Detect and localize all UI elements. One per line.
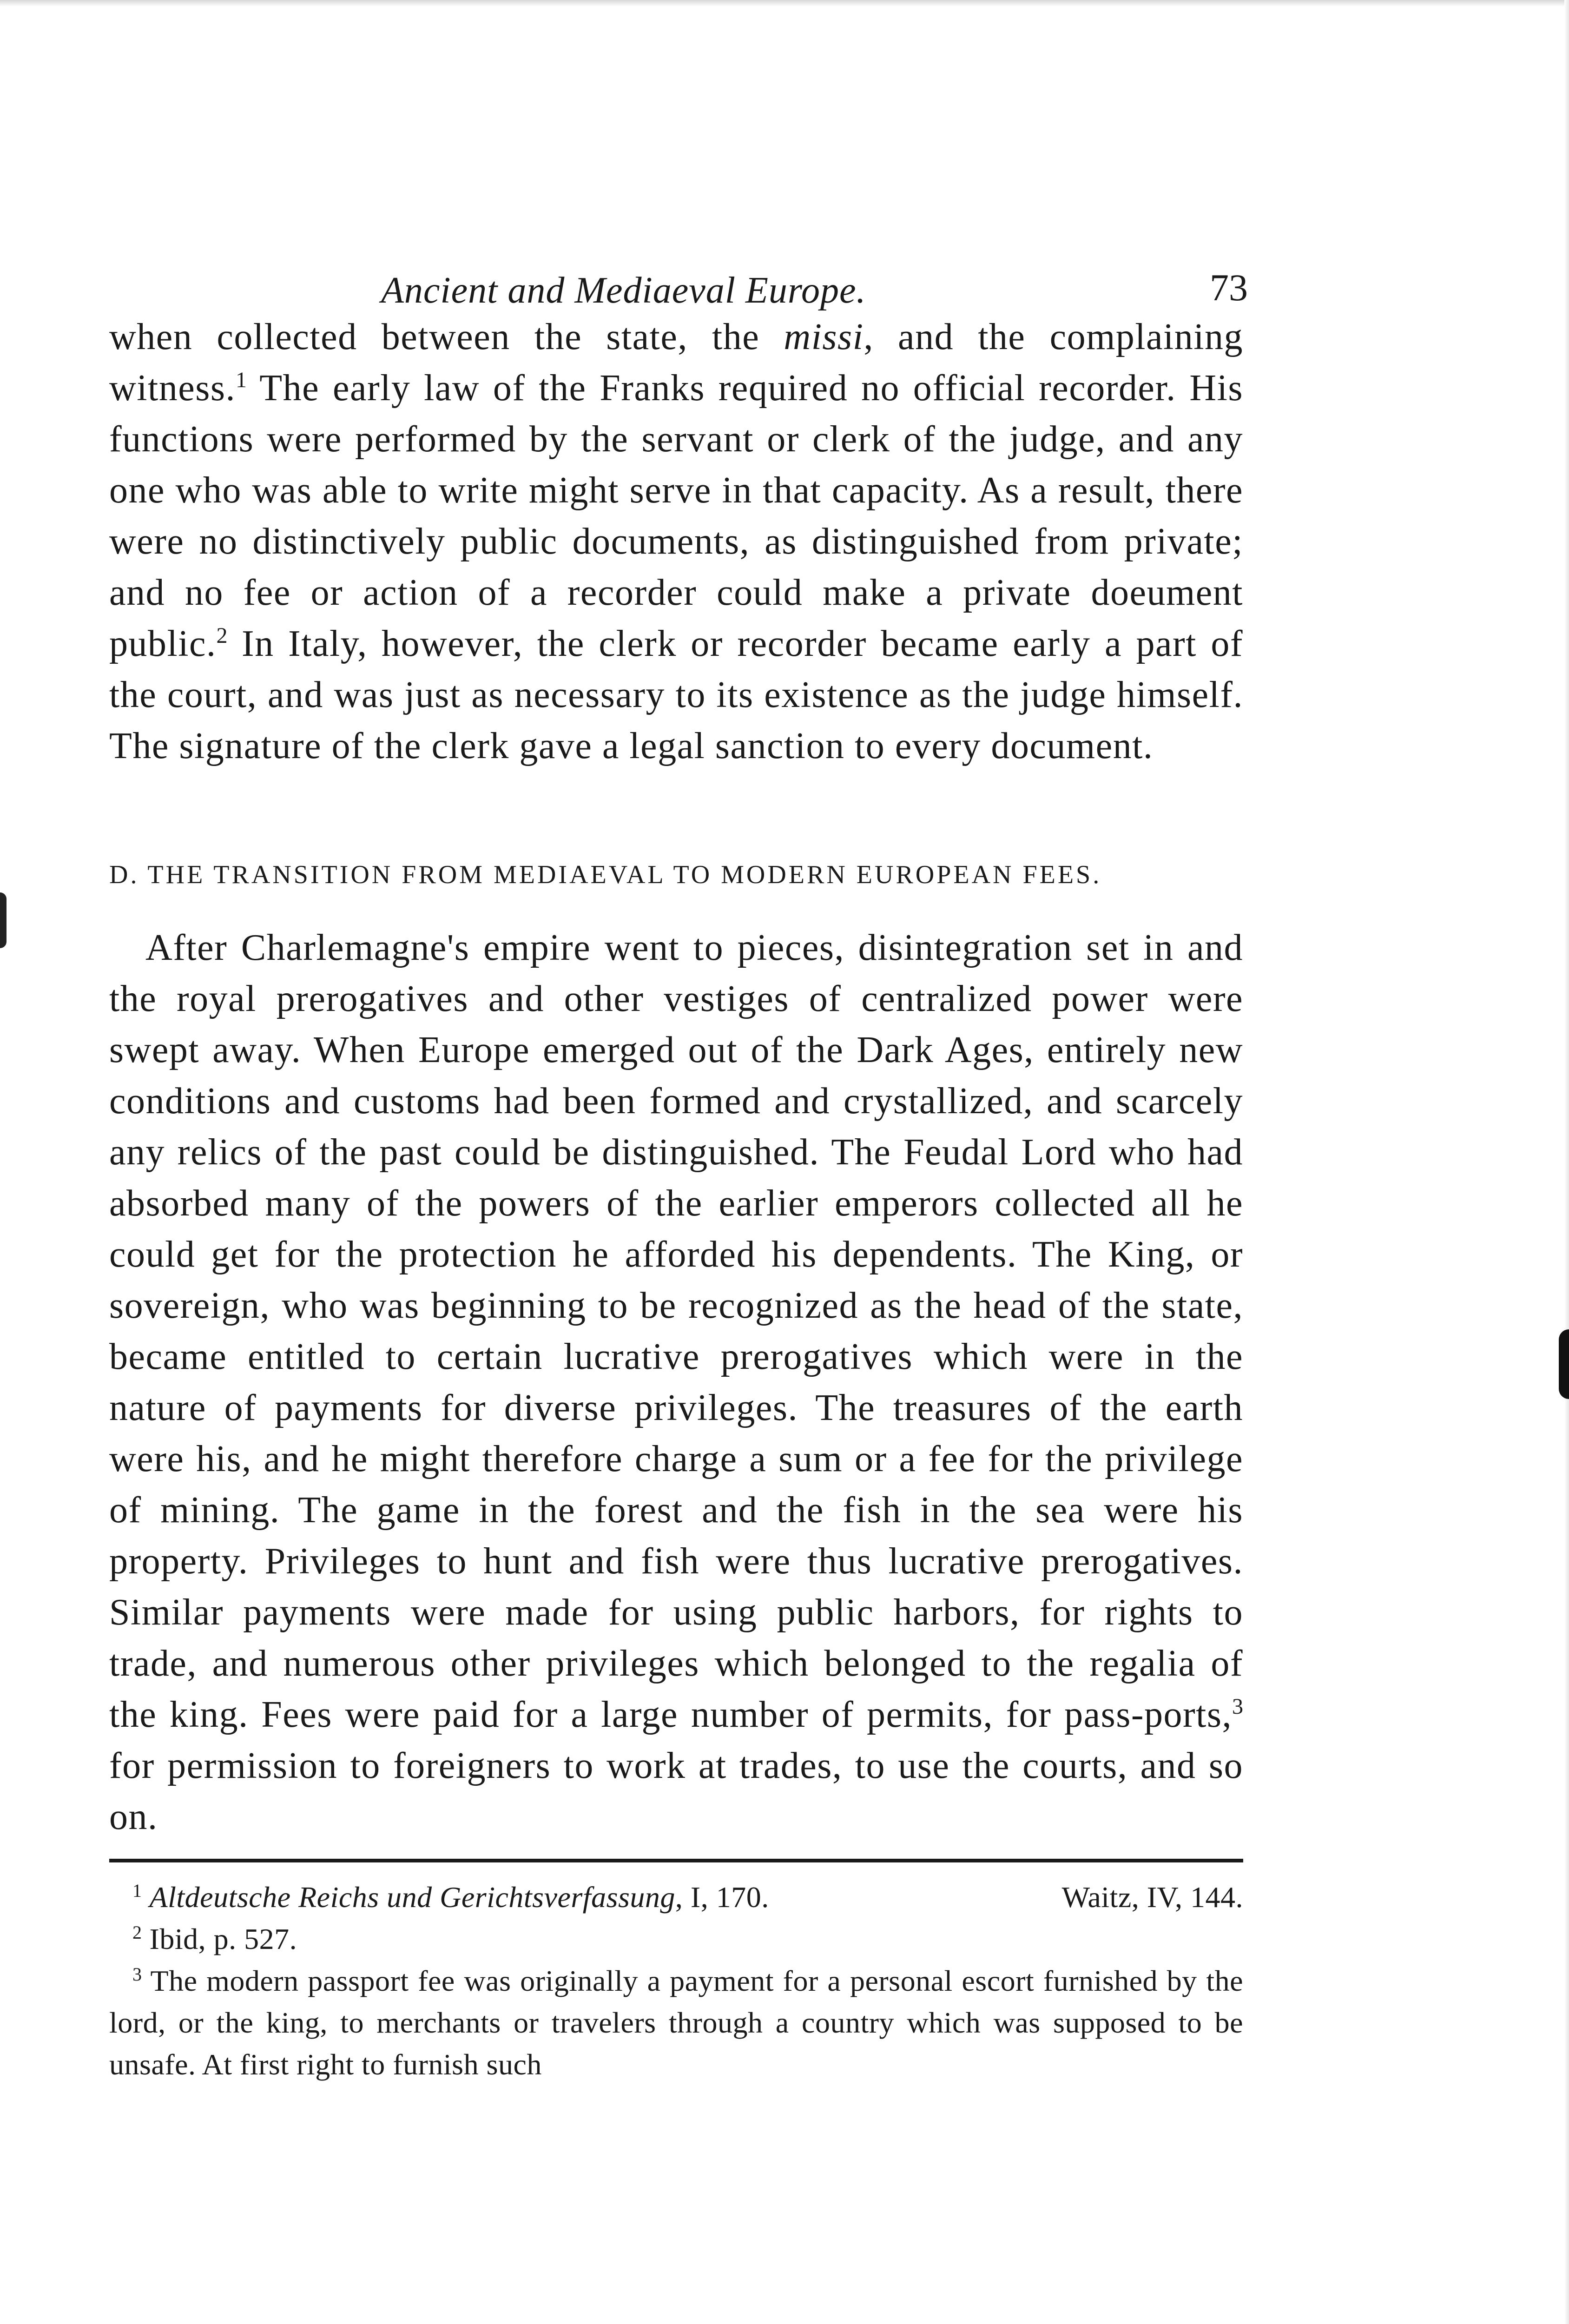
para2-text-b: for permission to foreigners to work at trades, to use the courts, and so on.	[109, 1745, 1243, 1837]
footnote-ref-2: 2	[216, 623, 228, 648]
book-page	[109, 260, 1248, 2086]
scan-edge-top	[0, 0, 1569, 7]
footnote-1-title: Altdeutsche Reichs und Gerichtsverfassung	[149, 1881, 675, 1914]
footnote-3-marker: 3	[132, 1964, 142, 1985]
section-heading: D. THE TRANSITION FROM MEDIAEVAL TO MODERN EUROPEAN FEES.	[109, 860, 1102, 889]
binding-mark-left	[0, 892, 7, 948]
footnote-ref-3: 3	[1232, 1694, 1243, 1719]
scan-edge-right	[1564, 0, 1569, 2324]
footnote-ref-1: 1	[236, 368, 247, 392]
binding-mark-right	[1559, 1329, 1569, 1399]
footnote-2	[109, 1918, 1243, 1960]
para1-text-c: The early law of the Franks required no official recorder. His functions were performed by the servant or clerk of the judge, and any one who was able to write might serve in that capacity. As a result, there were no distinctively public documents, as distinguished from private; and no fee or action of a recorder could make a private doeument public.	[109, 368, 1243, 664]
page-number: 73	[1210, 266, 1248, 309]
footnote-2-text: Ibid, p. 527.	[149, 1922, 297, 1955]
para1-text-b: , and the complaining witness.	[109, 317, 1243, 409]
footnote-1-marker: 1	[132, 1880, 142, 1901]
running-head	[109, 260, 1248, 311]
footnote-rule	[109, 1859, 1243, 1862]
footnote-3	[109, 1960, 1243, 2086]
running-title: Ancient and Mediaeval Europe.	[381, 270, 866, 311]
footnote-1-waitz: Waitz, IV, 144.	[1061, 1881, 1243, 1914]
footnote-1-ref: , I, 170.	[675, 1881, 769, 1914]
paragraph-transition	[109, 922, 1243, 1842]
paragraph-clerk-recorder	[109, 311, 1243, 772]
para1-text-a: when collected between the state, the	[109, 317, 784, 357]
para2-text-a: After Charlemagne's empire went to pieces, disintegration set in and the royal prerogatives and other vestiges of centralized power were swept away. When Europe emerged out of the Dark Ages, entirely new conditions and customs had been formed and crystallized, and scarcely any relics of the past could be distinguished. The Feudal Lord who had absorbed many of the powers of the earlier emperors collected all he could get for the protection he afforded his dependents. The King, or sovereign, who was beginning to be recognized as the head of the state, became entitled to certain lucrative prerogatives which were in the nature of payments for diverse privileges. The treasures of the earth were his, and he might therefore charge a sum or a fee for the privilege of mining. The game in the forest and the fish in the sea were his property. Privileges to hunt and fish were thus lucrative prerogatives. Similar payments were made for using public harbors, for rights to trade, and numerous other privileges which belonged to the regalia of the king. Fees were paid for a large number of permits, for pass-ports,	[109, 927, 1243, 1735]
footnote-2-marker: 2	[132, 1922, 142, 1943]
para1-missi: missi	[784, 317, 864, 357]
para1-text-d: In Italy, however, the clerk or recorder became early a part of the court, and was just as necessary to its existence as the judge himself. The signature of the clerk gave a legal sanction to every document.	[109, 623, 1243, 766]
footnote-1	[109, 1876, 1243, 1918]
footnote-3-text: The modern passport fee was originally a payment for a personal escort furnished by the lord, or the king, to merchants or travelers through a country which was supposed to be unsafe. At first right to furnish such	[109, 1964, 1244, 2081]
